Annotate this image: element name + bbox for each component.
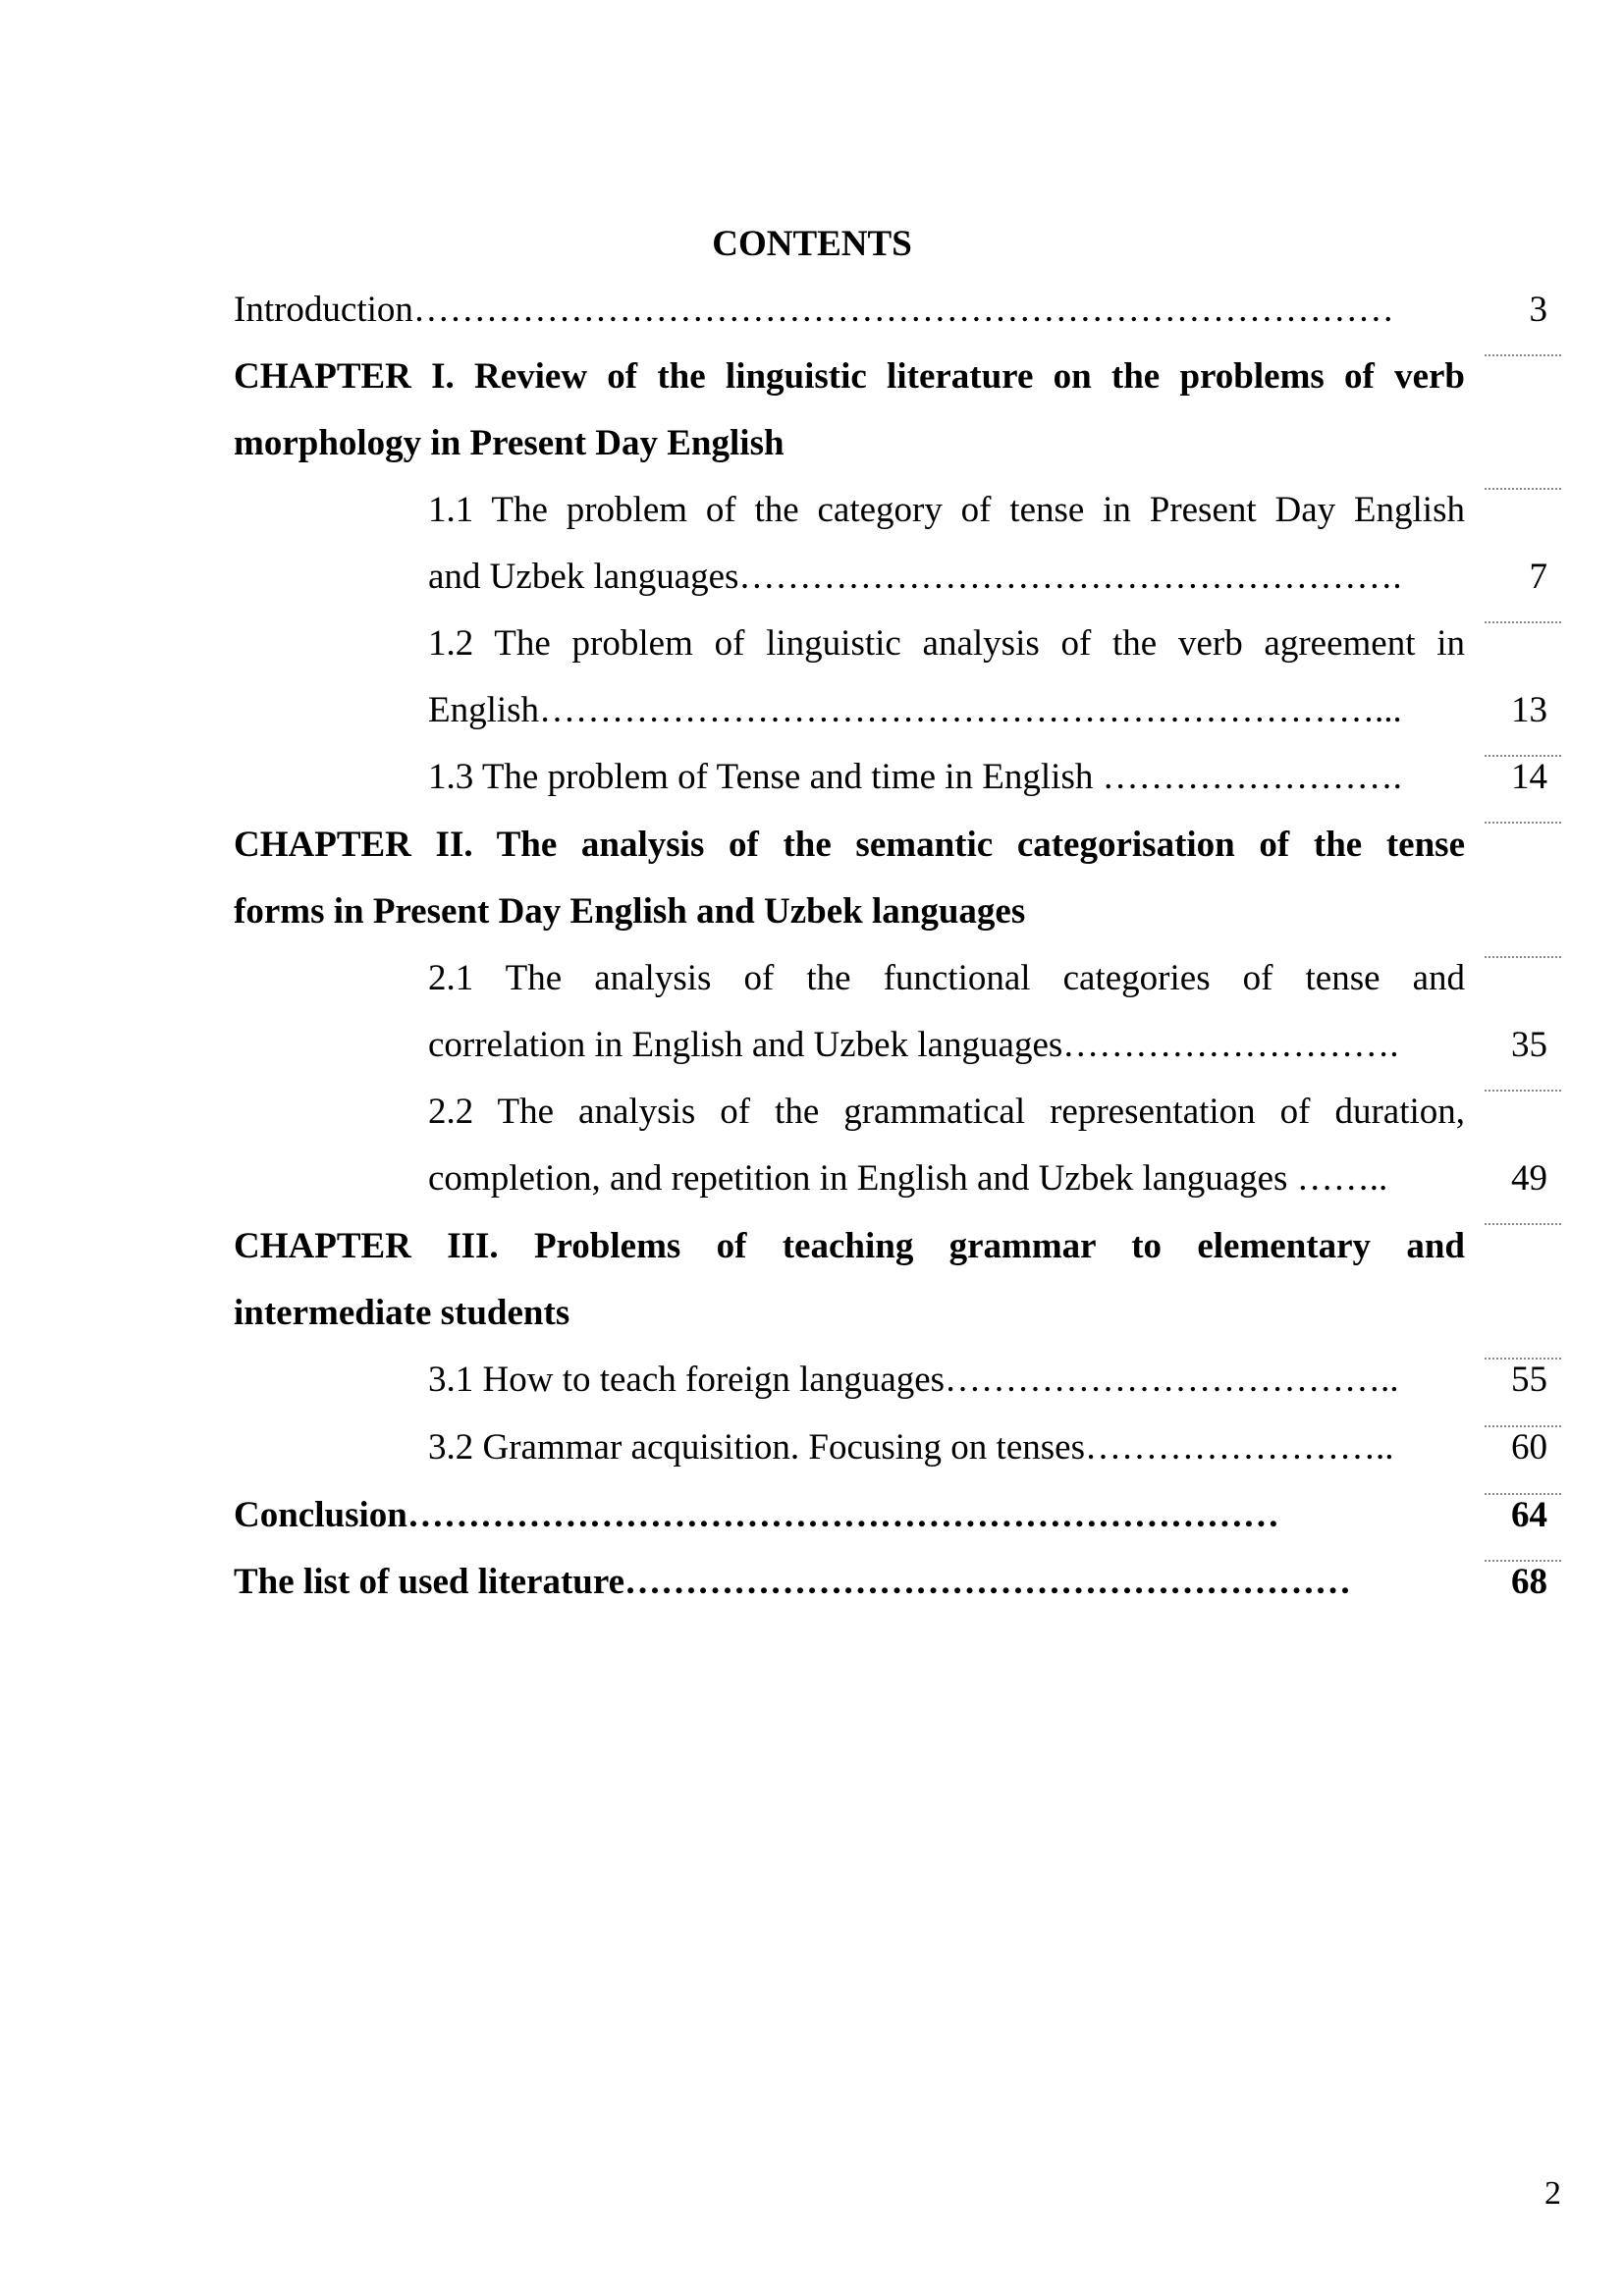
toc-entry-section-1-1: 1.1 The problem of the category of tense in Present Day English bbox=[428, 490, 1465, 530]
toc-entry-chapter-2-cont: forms in Present Day English and Uzbek languages bbox=[234, 891, 1026, 932]
toc-separator bbox=[1485, 822, 1561, 824]
toc-entry-section-2-2: 2.2 The analysis of the grammatical representation of duration, bbox=[428, 1092, 1465, 1132]
toc-title: CONTENTS bbox=[712, 224, 912, 264]
toc-entry-introduction: Introduction……………………………………………………………………… bbox=[234, 290, 1394, 330]
toc-entry-section-1-2: 1.2 The problem of linguistic analysis of the verb agreement in bbox=[428, 623, 1465, 664]
toc-entry-chapter-2: CHAPTER II. The analysis of the semantic categorisation of the tense bbox=[234, 825, 1465, 865]
toc-entry-chapter-1: CHAPTER I. Review of the linguistic literature on the problems of verb bbox=[234, 356, 1465, 397]
toc-entry-section-1-2-cont: English……………………………………………………………... bbox=[428, 690, 1402, 730]
toc-entry-literature: The list of used literature…………………………………………………… bbox=[234, 1562, 1352, 1602]
toc-page-section-1-2: 13 bbox=[1511, 690, 1547, 730]
toc-entry-chapter-1-cont: morphology in Present Day English bbox=[234, 423, 785, 463]
toc-separator bbox=[1485, 621, 1561, 623]
toc-entry-conclusion: Conclusion……………………………………………………………… bbox=[234, 1495, 1279, 1535]
toc-page-introduction: 3 bbox=[1529, 290, 1547, 330]
toc-entry-section-1-1-cont: and Uzbek languages………………………………………………. bbox=[428, 557, 1402, 597]
toc-separator bbox=[1485, 956, 1561, 958]
toc-entry-section-2-1: 2.1 The analysis of the functional categories of tense and bbox=[428, 958, 1465, 998]
toc-separator bbox=[1485, 1090, 1561, 1092]
toc-entry-section-3-1: 3.1 How to teach foreign languages……………………………….. bbox=[428, 1360, 1399, 1400]
toc-page-section-3-1: 55 bbox=[1511, 1360, 1547, 1400]
toc-page-section-2-2: 49 bbox=[1511, 1158, 1547, 1199]
toc-page-section-1-3: 14 bbox=[1511, 757, 1547, 797]
toc-entry-chapter-3: CHAPTER III. Problems of teaching grammar to elementary and bbox=[234, 1226, 1465, 1266]
toc-entry-section-2-2-cont: completion, and repetition in English and Uzbek languages …….. bbox=[428, 1158, 1388, 1199]
toc-separator bbox=[1485, 488, 1561, 490]
toc-page-section-2-1: 35 bbox=[1511, 1025, 1547, 1065]
toc-entry-section-2-1-cont: correlation in English and Uzbek languages………………………. bbox=[428, 1025, 1399, 1065]
toc-page-conclusion: 64 bbox=[1511, 1495, 1547, 1535]
toc-entry-section-1-3: 1.3 The problem of Tense and time in English ……………………. bbox=[428, 757, 1402, 797]
toc-page-section-3-2: 60 bbox=[1511, 1427, 1547, 1468]
toc-separator bbox=[1485, 354, 1561, 356]
toc-entry-chapter-3-cont: intermediate students bbox=[234, 1293, 570, 1333]
page-number: 2 bbox=[1544, 2175, 1561, 2212]
toc-page-literature: 68 bbox=[1511, 1562, 1547, 1602]
toc-page-section-1-1: 7 bbox=[1529, 557, 1547, 597]
toc-entry-section-3-2: 3.2 Grammar acquisition. Focusing on tenses…………………….. bbox=[428, 1427, 1394, 1468]
toc-separator bbox=[1485, 1223, 1561, 1225]
